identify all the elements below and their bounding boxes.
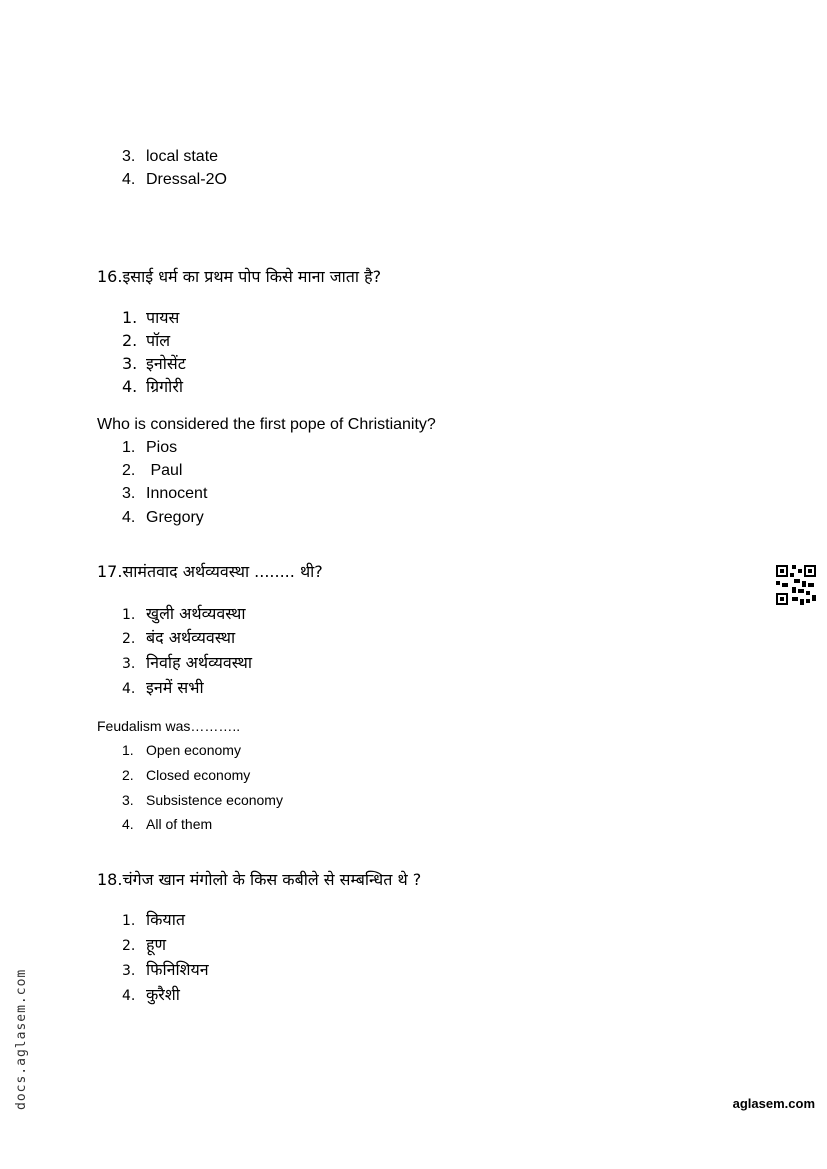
q17-english-option-3: 3. Subsistence economy — [122, 792, 283, 808]
q16-hindi-option-2: 2. पॉल — [122, 331, 171, 350]
q17-hindi-question: 17.सामंतवाद अर्थव्यवस्था ........ थी? — [97, 562, 323, 581]
q18-hindi-question: 18.चंगेज खान मंगोलो के किस कबीले से सम्बन्धित थे ? — [97, 870, 422, 889]
qr-code-icon — [776, 565, 816, 605]
q16-english-option-1: 1. Pios — [122, 439, 178, 456]
q16-hindi-option-4: 4. ग्रिगोरी — [122, 377, 184, 396]
q17-english-option-2: 2. Closed economy — [122, 767, 251, 783]
q17-hindi-option-3: 3. निर्वाह अर्थव्यवस्था — [122, 653, 253, 672]
q17-hindi-option-2: 2. बंद अर्थव्यवस्था — [122, 628, 236, 647]
footer-watermark: aglasem.com — [732, 1096, 815, 1111]
q17-english-question: Feudalism was……….. — [97, 718, 241, 734]
q18-hindi-option-1: 1. कियात — [122, 910, 185, 929]
q18-hindi-option-4: 4. कुरैशी — [122, 985, 180, 1004]
q16-english-option-4: 4. Gregory — [122, 509, 204, 526]
q17-english-option-1: 1. Open economy — [122, 742, 241, 758]
q16-english-question: Who is considered the first pope of Christianity? — [97, 416, 436, 433]
q17-hindi-option-1: 1. खुली अर्थव्यवस्था — [122, 604, 246, 623]
q16-english-option-2: 2. Paul — [122, 462, 183, 479]
q16-english-option-3: 3. Innocent — [122, 485, 208, 502]
q18-hindi-option-2: 2. हूण — [122, 935, 167, 954]
q17-english-option-4: 4. All of them — [122, 816, 213, 832]
side-watermark: docs.aglasem.com — [14, 968, 29, 1110]
q16-hindi-option-3: 3. इनोसेंट — [122, 354, 186, 373]
q17-hindi-option-4: 4. इनमें सभी — [122, 678, 204, 697]
q16-hindi-option-1: 1. पायस — [122, 308, 180, 327]
q16-hindi-question: 16.इसाई धर्म का प्रथम पोप किसे माना जाता है? — [97, 267, 382, 286]
q15-option-4: 4. Dressal-2O — [122, 171, 227, 188]
q15-option-3: 3. local state — [122, 148, 219, 165]
q18-hindi-option-3: 3. फिनिशियन — [122, 960, 209, 979]
